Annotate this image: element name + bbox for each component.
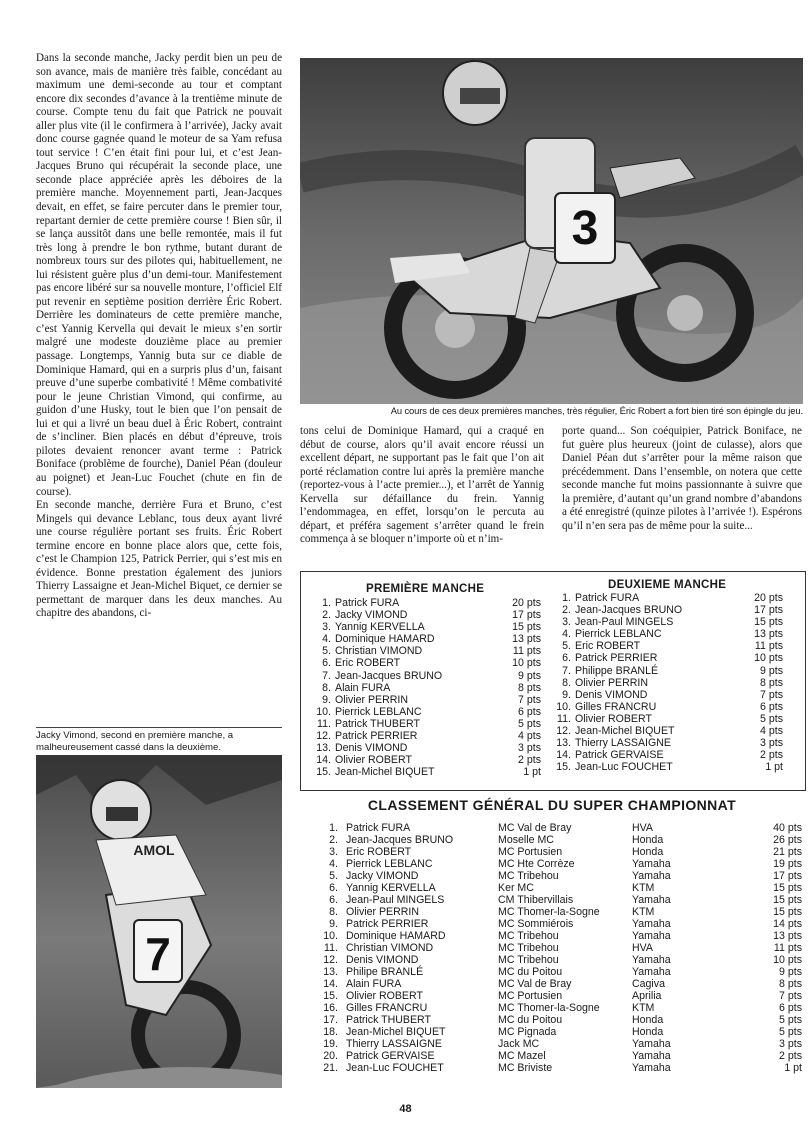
standing-position: 3. [329,846,338,858]
club-name: MC Hte Corrèze [498,858,575,870]
standing-position: 17. [323,1014,338,1026]
rider-name: Jean-Luc FOUCHET [575,761,673,774]
rider-points: 10 pts [773,954,802,966]
rider-name: Christian VIMOND [346,942,434,954]
club-name: MC Val de Bray [498,822,572,834]
rider-points: 8 pts [760,676,783,689]
standings-row [316,1062,802,1074]
result-row [549,701,783,713]
rider-name: Yannig KERVELLA [346,882,436,894]
result-position: 9. [562,688,571,701]
rider-points: 2 pts [518,754,541,767]
rider-name: Olivier PERRIN [575,676,648,689]
rider-points: 15 pts [773,894,802,906]
rider-points: 5 pts [518,717,541,730]
rider-points: 7 pts [518,693,541,706]
rider-name: Olivier ROBERT [335,754,412,767]
result-row [309,633,541,645]
race-number-7: 7 [145,928,171,980]
rider-points: 5 pts [760,712,783,725]
club-name: MC Val de Bray [498,978,572,990]
page-number: 48 [399,1103,412,1115]
bike-brand: Honda [632,834,664,846]
rider-points: 7 pts [760,688,783,701]
club-name: MC Briviste [498,1062,553,1074]
rider-points: 2 pts [779,1050,802,1062]
standing-position: 9. [329,918,338,930]
rider-name: Olivier PERRIN [335,693,408,706]
result-row [549,737,783,749]
rider-points: 26 pts [773,834,802,846]
result-position: 3. [562,616,571,629]
standings-row [316,918,802,930]
rider-points: 6 pts [760,700,783,713]
rider-points: 15 pts [773,882,802,894]
rider-points: 11 pts [773,942,802,954]
bike-brand: Yamaha [632,858,671,870]
standings-row [316,966,802,978]
rider-name: Yannig KERVELLA [335,621,425,634]
rider-name: Eric ROBERT [335,657,401,670]
club-name: MC Sommiérois [498,918,574,930]
club-name: MC Tribehou [498,954,559,966]
club-name: CM Thibervillais [498,894,574,906]
club-name: MC du Poitou [498,966,563,978]
rider-points: 17 pts [773,870,802,882]
club-name: MC Tribehou [498,942,559,954]
rider-name: Patrick PERRIER [335,730,418,743]
club-name: MC Portusien [498,990,563,1002]
result-position: 6. [562,652,571,665]
result-row [549,652,783,664]
standing-position: 14. [323,978,338,990]
rider-name: Jean-Michel BIQUET [346,1026,446,1038]
right-column-text: porte quand... Son coéquipier, Patrick Boniface, ne fut guère plus heureux (joint de culasse), alors que Daniel Péan dut s’arrêter pour la même raison que précédemment. Dans l’ensemble, on notera que cette seconde manche fut moins passionnante à suivre que la première, d’autant qu’un grand nombre d’abandons a été enregistré (quinze pilotes à l’arrivée !). Espérons qu’il n’en sera pas de même pour la suite... [562,425,802,532]
rider-points: 8 pts [779,978,802,990]
classement-general-title: CLASSEMENT GÉNÉRAL DU SUPER CHAMPIONNAT [367,797,737,813]
rider-points: 2 pts [760,749,783,762]
bike-brand: Yamaha [632,894,671,906]
standings-row [316,1014,802,1026]
rider-points: 1 pt [523,766,541,779]
standings-row [316,894,802,906]
photo-caption-bottom: Jacky Vimond, second en première manche, a malheureusement cassé dans la deuxième. [36,727,282,753]
bike-brand: HVA [632,942,653,954]
rider-points: 40 pts [773,822,802,834]
result-row [549,604,783,616]
result-position: 11. [317,717,331,730]
result-position: 5. [562,640,571,653]
rider-name: Olivier ROBERT [346,990,423,1002]
result-position: 8. [322,681,331,694]
rider-points: 20 pts [754,592,783,604]
rider-name: Olivier PERRIN [346,906,419,918]
rider-name: Olivier ROBERT [575,712,652,725]
result-row [549,725,783,737]
result-row [309,597,541,609]
result-position: 1. [562,592,571,604]
rider-name: Eric ROBERT [346,846,412,858]
standing-position: 6. [329,894,338,906]
standing-position: 8. [329,906,338,918]
rider-points: 11 pts [512,645,541,658]
rider-name: Jean-Paul MINGELS [346,894,445,906]
rider-name: Pierrick LEBLANC [335,705,422,718]
result-position: 14. [316,754,331,767]
result-position: 3. [322,621,331,634]
rider-points: 5 pts [779,1014,802,1026]
deuxieme-manche-table [549,592,783,773]
rider-points: 19 pts [773,858,802,870]
rider-name: Gilles FRANCRU [346,1002,428,1014]
rider-name: Thierry LASSAIGNE [575,737,671,750]
result-row [549,640,783,652]
rider-name: Philippe BRANLÉ [575,664,659,677]
left-column-text [36,52,282,621]
result-position: 10. [556,700,571,713]
bike-brand: KTM [632,1002,655,1014]
result-row [549,677,783,689]
standings-row [316,978,802,990]
result-row [549,628,783,640]
bike-brand: Yamaha [632,966,671,978]
bike-brand: Cagiva [632,978,665,990]
club-name: MC du Poitou [498,1014,563,1026]
result-row [549,689,783,701]
rider-name: Patrick GERVAISE [575,749,664,762]
bike-brand: Aprilia [632,990,662,1002]
standing-position: 19. [323,1038,338,1050]
result-row [549,713,783,725]
standings-row [316,882,802,894]
rider-points: 9 pts [518,669,541,682]
rider-name: Christian VIMOND [335,645,423,658]
result-position: 12. [556,725,571,738]
rider-name: Patrick FURA [335,597,400,609]
standings-row [316,906,802,918]
result-row [309,645,541,657]
rider-name: Jean-Jacques BRUNO [346,834,454,846]
result-position: 14. [556,749,571,762]
rider-name: Dominique HAMARD [335,633,435,646]
club-name: Moselle MC [498,834,554,846]
result-row [309,742,541,754]
motocross-photo-bottom [36,755,282,1088]
bike-brand: Yamaha [632,1062,671,1074]
result-position: 13. [556,737,571,750]
rider-points: 1 pt [784,1062,802,1074]
result-position: 7. [562,664,571,677]
result-row [309,694,541,706]
rider-name: Thierry LASSAIGNE [346,1038,442,1050]
standings-row [316,930,802,942]
rider-points: 4 pts [518,730,541,743]
standing-position: 2. [329,834,338,846]
standings-row [316,858,802,870]
result-position: 11. [557,712,571,725]
standings-row [316,990,802,1002]
standings-row [316,954,802,966]
rider-name: Alain FURA [335,681,391,694]
result-position: 10. [316,705,331,718]
result-row [309,754,541,766]
standings-row [316,822,802,834]
result-position: 6. [322,657,331,670]
standings-row [316,870,802,882]
result-position: 2. [322,609,331,622]
rider-name: Denis VIMOND [575,688,648,701]
rider-points: 7 pts [779,990,802,1002]
bike-brand: Yamaha [632,918,671,930]
manche-results-box [300,571,806,791]
rider-points: 14 pts [773,918,802,930]
deuxieme-manche-title: DEUXIEME MANCHE [608,579,727,591]
result-position: 15. [316,766,331,779]
rider-points: 3 pts [779,1038,802,1050]
premiere-manche-table [309,597,541,778]
rider-name: Patrick FURA [346,822,411,834]
rider-points: 3 pts [518,742,541,755]
bike-brand: Honda [632,846,664,858]
rider-name: Eric ROBERT [575,640,641,653]
rider-name: Jean-Michel BIQUET [575,725,675,738]
club-name: Ker MC [498,882,534,894]
rider-points: 13 pts [773,930,802,942]
standing-position: 20. [323,1050,338,1062]
rider-name: Jacky VIMOND [346,870,419,882]
bike-brand: Yamaha [632,930,671,942]
result-position: 8. [562,676,571,689]
rider-points: 20 pts [512,597,541,609]
standings-row [316,1026,802,1038]
rider-points: 9 pts [779,966,802,978]
premiere-manche-title: PREMIÈRE MANCHE [366,583,485,595]
result-position: 13. [316,742,331,755]
rider-points: 15 pts [754,616,783,629]
standing-position: 21. [323,1062,338,1074]
club-name: Jack MC [498,1038,540,1050]
rider-points: 1 pt [765,761,783,774]
rider-name: Dominique HAMARD [346,930,446,942]
standing-position: 4. [329,858,338,870]
rider-points: 3 pts [760,737,783,750]
rider-name: Patrick FURA [575,592,640,604]
result-position: 4. [322,633,331,646]
result-row [309,621,541,633]
club-name: MC Tribehou [498,930,559,942]
standing-position: 12. [323,954,338,966]
rider-points: 13 pts [754,628,783,641]
rider-points: 15 pts [773,906,802,918]
left-paragraph-1: Dans la seconde manche, Jacky perdit bien un peu de son avance, mais de manière très faible, concédant au maximum une demi-seconde au tour et comptant encore dix secondes d’avance à la trentième minute de course. Compte tenu du fait que Patrick ne pouvait aller plus vite (il le confirmera à l’arrivée), Jacky avait donc course gagnée quand le moteur de sa Yam refusa tout service ! C’en était fini pour lui, et c’est Jean-Jacques Bruno qui récupérait la seconde place, une seconde place appréciée après les déboires de la première manche. Moyennement parti, Jean-Jacques devait, en effet, se faire percuter dans le premier tour, repartant dernier de cette première course ! Bien sûr, il se lança aussitôt dans une belle remontée, mais il fut très long à prendre le bon rythme, butant durant de nombreux tours sur des pilotes qui, habituellement, ne lui résistent guère plus d’un demi-tour. Manifestement pas encore libéré sur sa nouvelle monture, l’officiel Elf put revenir en septième position derrière Éric Robert. Derrière les dominateurs de cette première manche, c’est Yannig Kervella qui devait le mieux s’en sortir malgré une modeste douzième place au premier passage. Longtemps, Yannig buta sur ce diable de Dominique Hamard, qui en a surpris plus d’un, faisant preuve d’une superbe combativité ! Même combativité pour le jeune Christian Vimond, qui confirme, au guidon d’une Husky, tout le bien que l’on pensait de lui et qui a livré un beau duel à Éric Robert, contraint de s’incliner. Bien placés en début d’épreuve, trois pilotes devaient renoncer avant terme : Patrick Boniface (problème de fourche), Daniel Péan (douleur au poignet) et Jean-Luc Fouchet (chute en fin de course). [36,52,282,498]
result-row [309,609,541,621]
rider-name: Patrick THUBERT [346,1014,431,1026]
bike-brand: Yamaha [632,870,671,882]
result-row [549,616,783,628]
rider-name: Jean-Paul MINGELS [575,616,674,629]
rider-points: 15 pts [512,621,541,634]
result-position: 7. [322,669,331,682]
standings-row [316,942,802,954]
rider-name: Denis VIMOND [346,954,419,966]
rider-name: Patrick PERRIER [346,918,429,930]
rider-name: Philipe BRANLÉ [346,966,424,978]
rider-name: Jacky VIMOND [335,609,408,622]
rider-name: Jean-Luc FOUCHET [346,1062,444,1074]
standings-row [316,1002,802,1014]
photo-caption-top: Au cours de ces deux premières manches, très régulier, Éric Robert a fort bien tiré son épingle du jeu. [390,405,803,416]
standing-position: 13. [323,966,338,978]
middle-column-text: tons celui de Dominique Hamard, qui a craqué en début de course, alors qu’il avait encore réussi un excellent départ, ne supportant pas le fait que l’on ait porté réclamation contre lui après la première manche (reportez-vous à l’acte premier...), et l’arrêt de Yannig Kervella sur défaillance du frein. Yannig l’endommagea, en effet, lorsqu’on le percuta au départ, et préféra sagement s’arrêter quand le frein commença à se bloquer n’importe où et n’im- [300,425,544,546]
club-name: MC Mazel [498,1050,546,1062]
result-row [549,592,783,604]
result-row [309,730,541,742]
rider-points: 10 pts [754,652,783,665]
rider-points: 17 pts [754,604,783,617]
result-position: 4. [562,628,571,641]
jersey-text: AMOL [133,842,175,858]
club-name: MC Tribehou [498,870,559,882]
standings-row [316,1050,802,1062]
club-name: MC Portusien [498,846,563,858]
result-row [549,665,783,677]
standing-position: 18. [323,1026,338,1038]
result-row [309,670,541,682]
bike-brand: Yamaha [632,1050,671,1062]
rider-name: Jean-Michel BIQUET [335,766,435,779]
standings-row [316,1038,802,1050]
rider-points: 4 pts [760,725,783,738]
rider-name: Patrick PERRIER [575,652,658,665]
rider-points: 10 pts [512,657,541,670]
bike-brand: Yamaha [632,1038,671,1050]
rider-points: 8 pts [518,681,541,694]
standing-position: 10. [323,930,338,942]
standing-position: 16. [323,1002,338,1014]
club-name: MC Thomer-la-Sogne [498,906,600,918]
rider-name: Gilles FRANCRU [575,700,657,713]
rider-name: Patrick THUBERT [335,717,420,730]
rider-points: 17 pts [512,609,541,622]
photo-eric-robert [300,58,803,404]
result-row [549,749,783,761]
standing-position: 1. [329,822,338,834]
bike-brand: HVA [632,822,653,834]
result-row [309,718,541,730]
rider-name: Pierrick LEBLANC [346,858,433,870]
rider-points: 11 pts [754,640,783,653]
race-number-3: 3 [571,202,599,255]
rider-points: 9 pts [760,664,783,677]
rider-points: 21 pts [773,846,802,858]
classement-general-table [316,822,802,1074]
result-position: 9. [322,693,331,706]
rider-points: 13 pts [512,633,541,646]
rider-name: Alain FURA [346,978,402,990]
rider-name: Pierrick LEBLANC [575,628,662,641]
standing-position: 6. [329,882,338,894]
result-position: 5. [322,645,331,658]
standing-position: 11. [324,942,338,954]
result-row [309,766,541,778]
bike-brand: KTM [632,906,655,918]
standing-position: 15. [323,990,338,1002]
left-paragraph-2: En seconde manche, derrière Fura et Bruno, c’est Mingels qui devance Leblanc, tous deux ayant livré une course régulière portant ses fruits. Éric Robert termine encore en bonne place alors que, cette fois, c’est le Champion 125, Patrick Perrier, qui s’est mis en évidence. Bonne prestation également des juniors Thierry Lassaigne et Jean-Michel Biquet, ce dernier se permettant de marquer dans les deux manches. Au chapitre des abandons, ci- [36,499,282,620]
bike-brand: Honda [632,1026,664,1038]
rider-name: Patrick GERVAISE [346,1050,435,1062]
rider-name: Jean-Jacques BRUNO [335,669,443,682]
result-row [309,706,541,718]
rider-points: 5 pts [779,1026,802,1038]
standings-row [316,846,802,858]
result-position: 2. [562,604,571,617]
rider-points: 6 pts [518,705,541,718]
rider-points: 6 pts [779,1002,802,1014]
rider-name: Jean-Jacques BRUNO [575,604,683,617]
bike-brand: Honda [632,1014,664,1026]
motocross-photo-top [300,58,803,404]
club-name: MC Thomer-la-Sogne [498,1002,600,1014]
photo-jacky-vimond [36,755,282,1088]
result-row [309,682,541,694]
bike-brand: KTM [632,882,655,894]
result-position: 1. [322,597,331,609]
result-position: 12. [316,730,331,743]
result-row [549,761,783,773]
result-row [309,657,541,669]
result-position: 15. [556,761,571,774]
standings-row [316,834,802,846]
standing-position: 5. [329,870,338,882]
rider-name: Denis VIMOND [335,742,408,755]
bike-brand: Yamaha [632,954,671,966]
club-name: MC Pignada [498,1026,557,1038]
